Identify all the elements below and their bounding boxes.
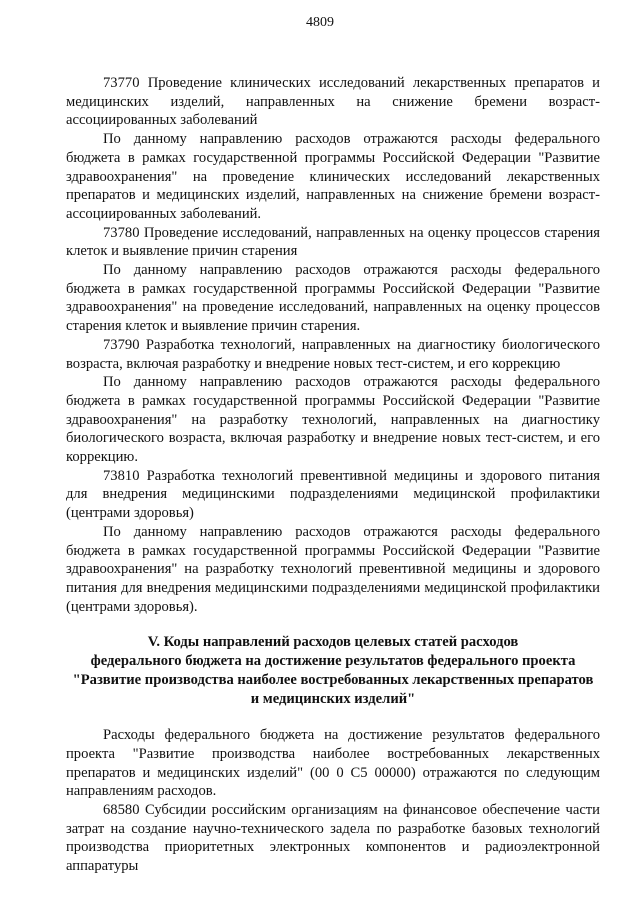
section-heading-line: V. Коды направлений расходов целевых статей расходов xyxy=(147,634,519,651)
section-heading-line: и медицинских изделий" xyxy=(250,690,416,707)
paragraph-68580-title: 68580 Субсидии российским организациям на финансовое обеспечение части затрат на создание научно-технического задела по разработке базовых технологий производства приоритетных электронных компонентов и радиоэлектронной аппаратуры xyxy=(66,802,600,875)
document-body xyxy=(66,74,600,876)
paragraph-73780-title: 73780 Проведение исследований, направленных на оценку процессов старения клеток и выявление причин старения xyxy=(66,224,600,260)
section-heading xyxy=(66,633,600,708)
paragraph-section-intro: Расходы федерального бюджета на достижение результатов федерального проекта "Развитие производства наиболее востребованных лекарственных препаратов и медицинских изделий" (00 0 С5 00000) отражаются по следующим направлениям расходов. xyxy=(66,727,600,800)
paragraph-73790-description: По данному направлению расходов отражаются расходы федерального бюджета в рамках государственной программы Российской Федерации "Развитие здравоохранения" на разработку технологий, направленных на диагностику биологического возраста, включая разработку и внедрение новых тест-систем, и его коррекцию. xyxy=(66,374,600,466)
page-number: 4809 xyxy=(306,15,334,30)
paragraph-73780-description: По данному направлению расходов отражаются расходы федерального бюджета в рамках государственной программы Российской Федерации "Развитие здравоохранения" на проведение исследований, направленных на оценку процессов старения клеток и выявление причин старения. xyxy=(66,262,600,335)
paragraph-73770-title: 73770 Проведение клинических исследований лекарственных препаратов и медицинских изделий, направленных на снижение бремени возраст-ассоциированных заболеваний xyxy=(66,75,600,129)
section-heading-line: "Развитие производства наиболее востребованных лекарственных препаратов xyxy=(72,671,594,688)
section-heading-line: федерального бюджета на достижение результатов федерального проекта xyxy=(90,653,576,670)
paragraph-73770-description: По данному направлению расходов отражаются расходы федерального бюджета в рамках государственной программы Российской Федерации "Развитие здравоохранения" на проведение клинических исследований лекарственных препаратов и медицинских изделий, направленных на снижение бремени возраст-ассоциированных заболеваний. xyxy=(66,131,600,222)
paragraph-73810-title: 73810 Разработка технологий превентивной медицины и здорового питания для внедрения медицинскими подразделениями медицинской профилактики (центрами здоровья) xyxy=(66,467,600,522)
paragraph-73790-title: 73790 Разработка технологий, направленных на диагностику биологического возраста, включая разработку и внедрение новых тест-систем, и его коррекцию xyxy=(66,336,600,372)
paragraph-73810-description: По данному направлению расходов отражаются расходы федерального бюджета в рамках государственной программы Российской Федерации "Развитие здравоохранения" на разработку технологий превентивной медицины и здорового питания для внедрения медицинскими подразделениями медицинской профилактики (центрами здоровья). xyxy=(66,523,600,615)
